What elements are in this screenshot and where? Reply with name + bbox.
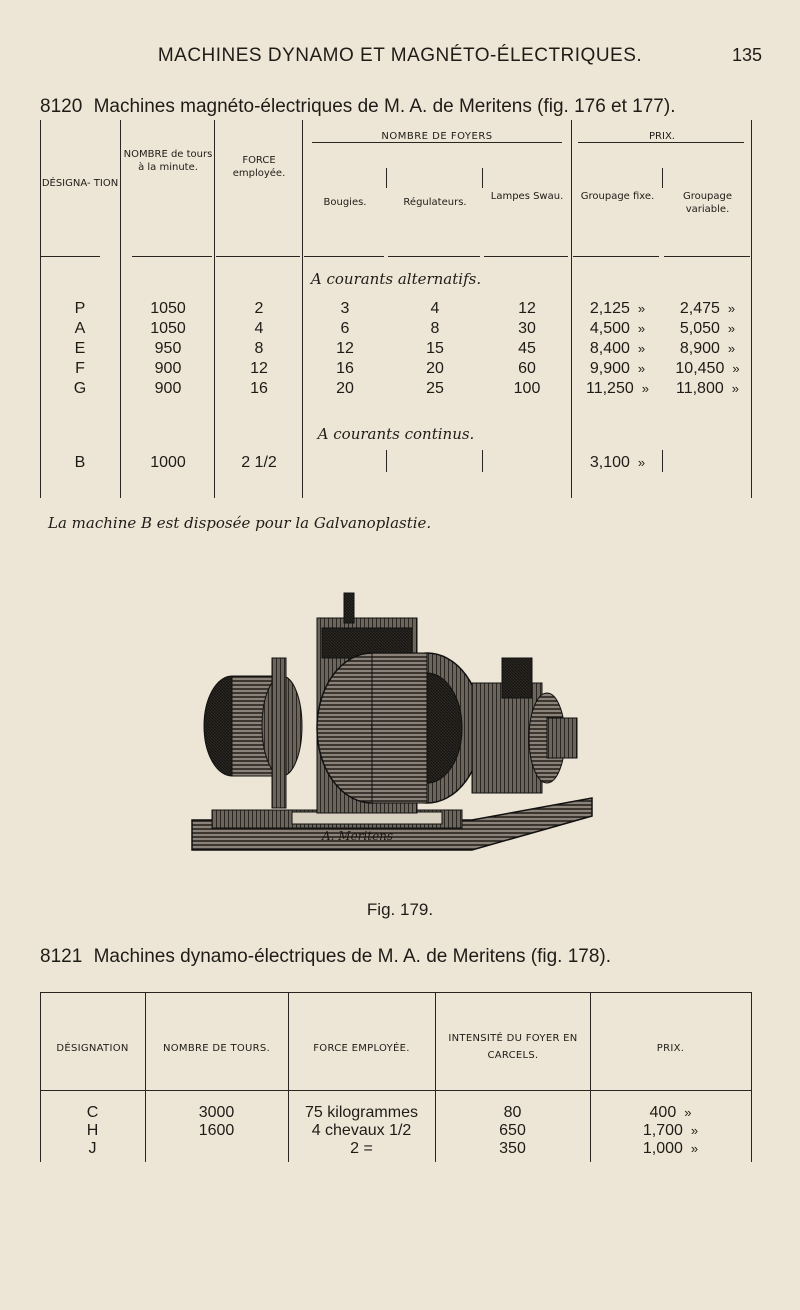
col-header-regulateurs: Régulateurs. [403,197,467,208]
col-header-prix: PRIX. [649,131,675,142]
section-number: 8120 [40,96,83,117]
cell-fixe [573,320,662,338]
cell-tours [122,360,214,378]
cell-fixe [573,360,662,378]
cell-lampes [484,340,570,358]
cell-value: 4,500 [589,320,630,337]
currency-mark: » [727,321,736,336]
cell-regulateurs [388,300,482,318]
cell-value: 350 [499,1140,526,1157]
cell-prix [590,1104,751,1122]
cell-value: 8 [254,340,264,357]
cell-force [288,1140,435,1158]
cell-force [288,1104,435,1122]
currency-mark: » [637,341,646,356]
cell-designation [40,1104,145,1122]
cell-designation [40,1140,145,1158]
cell-value: 650 [499,1122,526,1139]
cell-value: 1,000 [642,1140,683,1157]
cell-intensite [435,1104,590,1122]
price-value: 3,100 [589,454,630,471]
cell-intensite [435,1122,590,1140]
cell-intensite [435,1140,590,1158]
cell-lampes [484,300,570,318]
cell-value: 75 kilogrammes [305,1104,418,1121]
cell-value: H [86,1122,99,1139]
cell-variable [664,300,751,318]
col-header-tours: NOMBRE de tours à la minute. [123,149,213,173]
cell-bougies [304,300,386,318]
cell-value: 12 [250,360,268,377]
cell-variable [664,340,751,358]
cell-fixe-B [573,454,662,472]
cell-fixe [573,380,662,398]
cell-fixe [573,300,662,318]
cell-value: 20 [336,380,354,397]
cell-bougies [304,360,386,378]
currency-mark: » [637,321,646,336]
cell-designation [40,380,120,398]
cell-lampes [484,380,570,398]
cell-value: J [88,1140,97,1157]
cell-prix [590,1122,751,1140]
currency-mark: » [684,1105,692,1120]
currency-mark: » [727,341,736,356]
cell-value: 45 [518,340,536,357]
table-dynamo [40,992,752,1162]
cell-value: 1,700 [642,1122,683,1139]
cell-value: 1600 [198,1122,235,1139]
col-header-force: FORCE employée. [232,155,286,179]
cell-value: 4 [430,300,440,317]
cell-value: 2,125 [589,300,630,317]
cell-tours-B: 1000 [150,454,186,471]
cell-value: 3 [340,300,350,317]
cell-lampes [484,320,570,338]
col-header-designation: DÉSIGNATION [56,1043,129,1054]
cell-force [216,300,302,318]
cell-fixe [573,340,662,358]
col-header-tours: NOMBRE DE TOURS. [162,1043,271,1054]
cell-value: 5,050 [679,320,720,337]
cell-value: 4 chevaux 1/2 [311,1122,412,1139]
cell-value: 1050 [150,320,186,337]
cell-value: 6 [340,320,350,337]
currency-mark: » [731,381,739,396]
cell-prix [590,1140,751,1158]
cell-bougies [304,320,386,338]
section-heading: Machines dynamo-électriques de M. A. de Meritens (fig. 178). [93,946,612,967]
col-header-bougies: Bougies. [323,197,367,208]
cell-tours [122,320,214,338]
subheading-continus: A courants continus. [317,425,475,443]
cell-value: 11,250 [586,380,634,397]
cell-variable [664,360,751,378]
cell-designation [40,320,120,338]
col-header-intensite: INTENSITÉ DU FOYER EN CARCELS. [448,1033,578,1061]
currency-mark: » [641,381,649,396]
col-header-foyers: NOMBRE DE FOYERS [381,131,493,142]
table-note: La machine B est disposée pour la Galvanoplastie. [48,514,432,532]
col-header-lampes: Lampes Swau. [490,191,564,202]
cell-lampes [484,360,570,378]
currency-mark: » [637,301,646,316]
cell-designation [40,360,120,378]
cell-value: 2 [254,300,264,317]
subheading-alternatifs: A courants alternatifs. [310,270,482,288]
section-heading: Machines magnéto-électriques de M. A. de Meritens (fig. 176 et 177). [93,96,676,117]
cell-value: 8,900 [679,340,720,357]
cell-designation [40,1122,145,1140]
cell-regulateurs [388,380,482,398]
cell-force [216,340,302,358]
currency-mark: » [690,1141,699,1156]
cell-value: 900 [154,360,182,377]
cell-value: 400 [649,1104,677,1121]
cell-designation [40,340,120,358]
page-number: 135 [731,45,762,65]
cell-force [216,360,302,378]
cell-variable [664,380,751,398]
running-header: MACHINES DYNAMO ET MAGNÉTO-ÉLECTRIQUES. [157,45,643,66]
cell-value: 8 [430,320,440,337]
col-header-groupage-variable: Groupage variable. [682,191,733,215]
currency-mark: » [690,1123,699,1138]
cell-value: 12 [518,300,536,317]
cell-regulateurs [388,340,482,358]
cell-value: 16 [336,360,354,377]
cell-tours [122,340,214,358]
cell-value: 30 [518,320,536,337]
currency-mark: » [732,361,740,376]
cell-force [216,320,302,338]
table-magneto [40,120,752,498]
cell-force [216,380,302,398]
cell-tours [122,300,214,318]
cell-value: G [73,380,87,397]
cell-tours [145,1104,288,1122]
cell-value: 100 [513,380,541,397]
cell-value: 12 [336,340,354,357]
cell-bougies [304,380,386,398]
cell-value: 16 [250,380,268,397]
cell-value: 4 [254,320,264,337]
cell-value: 20 [426,360,444,377]
cell-value: 2,475 [679,300,720,317]
currency-mark: » [727,301,736,316]
col-header-groupage-fixe: Groupage fixe. [580,191,655,202]
cell-value: 60 [518,360,536,377]
col-header-designation: DÉSIGNA- TION [41,178,119,189]
machine-illustration [172,588,612,878]
cell-force [288,1122,435,1140]
cell-value: 1050 [150,300,186,317]
cell-value: 9,900 [589,360,630,377]
cell-value: 15 [426,340,444,357]
section-title-8121 [40,946,611,968]
cell-value: 80 [503,1104,522,1121]
cell-regulateurs [388,320,482,338]
cell-bougies [304,340,386,358]
cell-value: E [74,340,86,357]
cell-value: C [86,1104,99,1121]
cell-tours [145,1122,288,1140]
machine-engraving [172,588,612,878]
cell-value: F [75,360,85,377]
cell-value: 2 = [350,1140,373,1157]
cell-value: 950 [154,340,182,357]
cell-variable [664,320,751,338]
cell-tours [122,380,214,398]
cell-designation [40,300,120,318]
cell-value: 25 [426,380,444,397]
cell-value: A [74,320,86,337]
cell-designation-B: B [74,454,86,471]
cell-regulateurs [388,360,482,378]
cell-value: 8,400 [589,340,630,357]
col-header-force: FORCE EMPLOYÉE. [313,1043,410,1054]
cell-force-B: 2 1/2 [241,454,277,471]
currency-mark: » [637,455,646,470]
cell-value: 900 [154,380,182,397]
currency-mark: » [637,361,646,376]
engraver-signature: A. Meritens [322,829,394,843]
cell-value: P [74,300,86,317]
section-title-8120 [40,96,675,118]
figure-caption: Fig. 179. [366,900,434,919]
cell-value: 3000 [198,1104,235,1121]
cell-value: 10,450 [675,360,725,377]
cell-value: 11,800 [676,380,724,397]
section-number: 8121 [40,946,83,967]
col-header-prix: PRIX. [656,1043,685,1054]
